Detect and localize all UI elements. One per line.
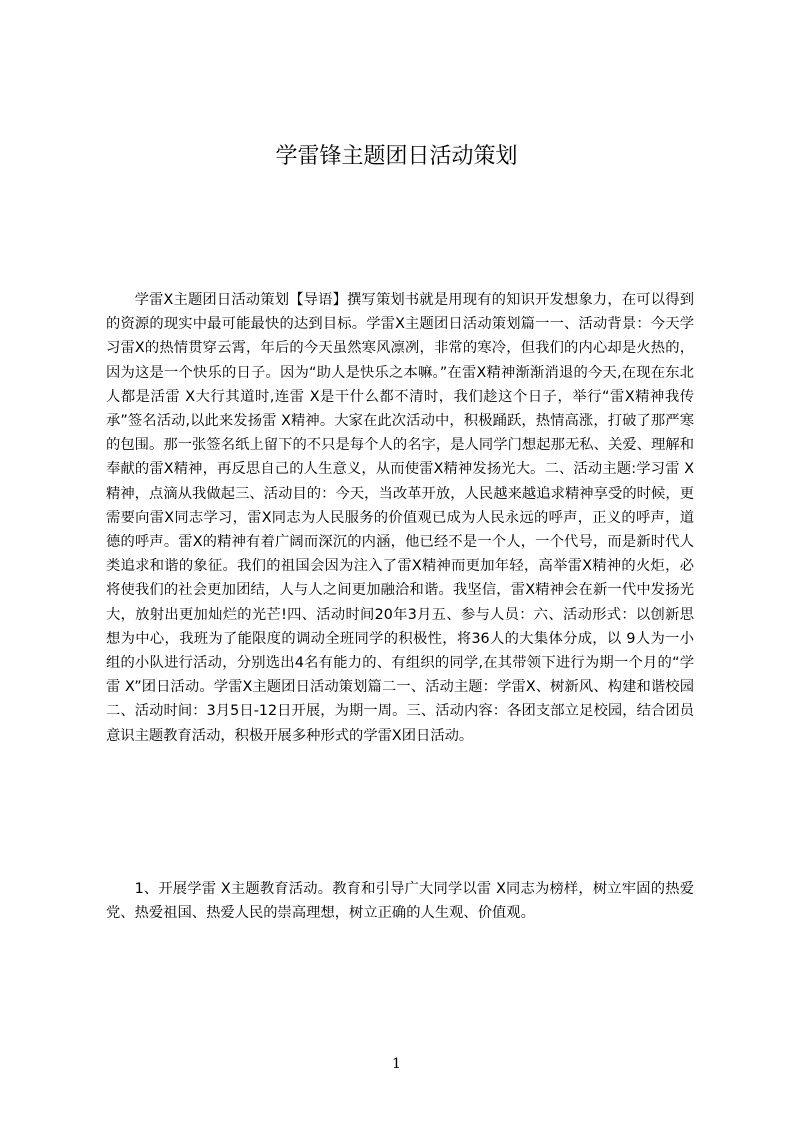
body-paragraph-1: 学雷X主题团日活动策划【导语】撰写策划书就是用现有的知识开发想象力，在可以得到的资源的现实中最可能最快的达到目标。学雷X主题团日活动策划篇一一、活动背景：今天学习雷X的热情贯穿云霄，年后的今天虽然寒风凛冽，非常的寒冷，但我们的内心却是火热的，因为这是一个快乐的日子。因为“助人是快乐之本嘛。”在雷X精神渐渐消退的今天,在现在东北人都是活雷 X大行其道时,连雷 X是干什么都不清时，我们趁这个日子，举行“雷X精神我传承”签名活动,以此来发扬雷 X精神。大家在此次活动中，积极踊跃，热情高涨，打破了那严寒的包围。那一张签名纸上留下的不只是每个人的名字，是人同学门想起那无私、关爱、理解和奉献的雷X精神，再反思自己的人生意义，从而使雷X精神发扬光大。二、活动主题:学习雷 X精神，点滴从我做起三、活动目的：今天，当改革开放，人民越来越追求精神享受的时候，更需要向雷X同志学习，雷X同志为人民服务的价值观已成为人民永远的呼声，正义的呼声，道德的呼声。雷X的精神有着广阔而深沉的内涵，他已经不是一个人，一个代号，而是新时代人类追求和谐的象征。我们的祖国会因为注入了雷X精神而更加年轻，高举雷X精神的火炬，必将使我们的社会更加团结，人与人之间更加融洽和谐。我坚信，雷X精神会在新一代中发扬光大，放射出更加灿烂的光芒!四、活动时间20年3月五、参与人员：六、活动形式：以创新思想为中心，我班为了能限度的调动全班同学的积极性，将36人的大集体分成，以 9人为一小组的小队进行活动，分别选出4名有能力的、有组织的同学,在其带领下进行为期一个月的“学雷 X”团日活动。学雷X主题团日活动策划篇二一、活动主题：学雷X、树新风、构建和谐校园二、活动时间：3月5日-12日开展，为期一周。三、活动内容：各团支部立足校园，结合团员意识主题教育活动，积极开展多种形式的学雷X团日活动。 (106, 292, 694, 744)
page-number: 1 (392, 1056, 401, 1072)
body-paragraph-2: 1、开展学雷 X主题教育活动。教育和引导广大同学以雷 X同志为榜样，树立牢固的热爱党、热爱祖国、热爱人民的崇高理想，树立正确的人生观、价值观。 (106, 881, 694, 922)
document-title: 学雷锋主题团日活动策划 (275, 144, 518, 169)
